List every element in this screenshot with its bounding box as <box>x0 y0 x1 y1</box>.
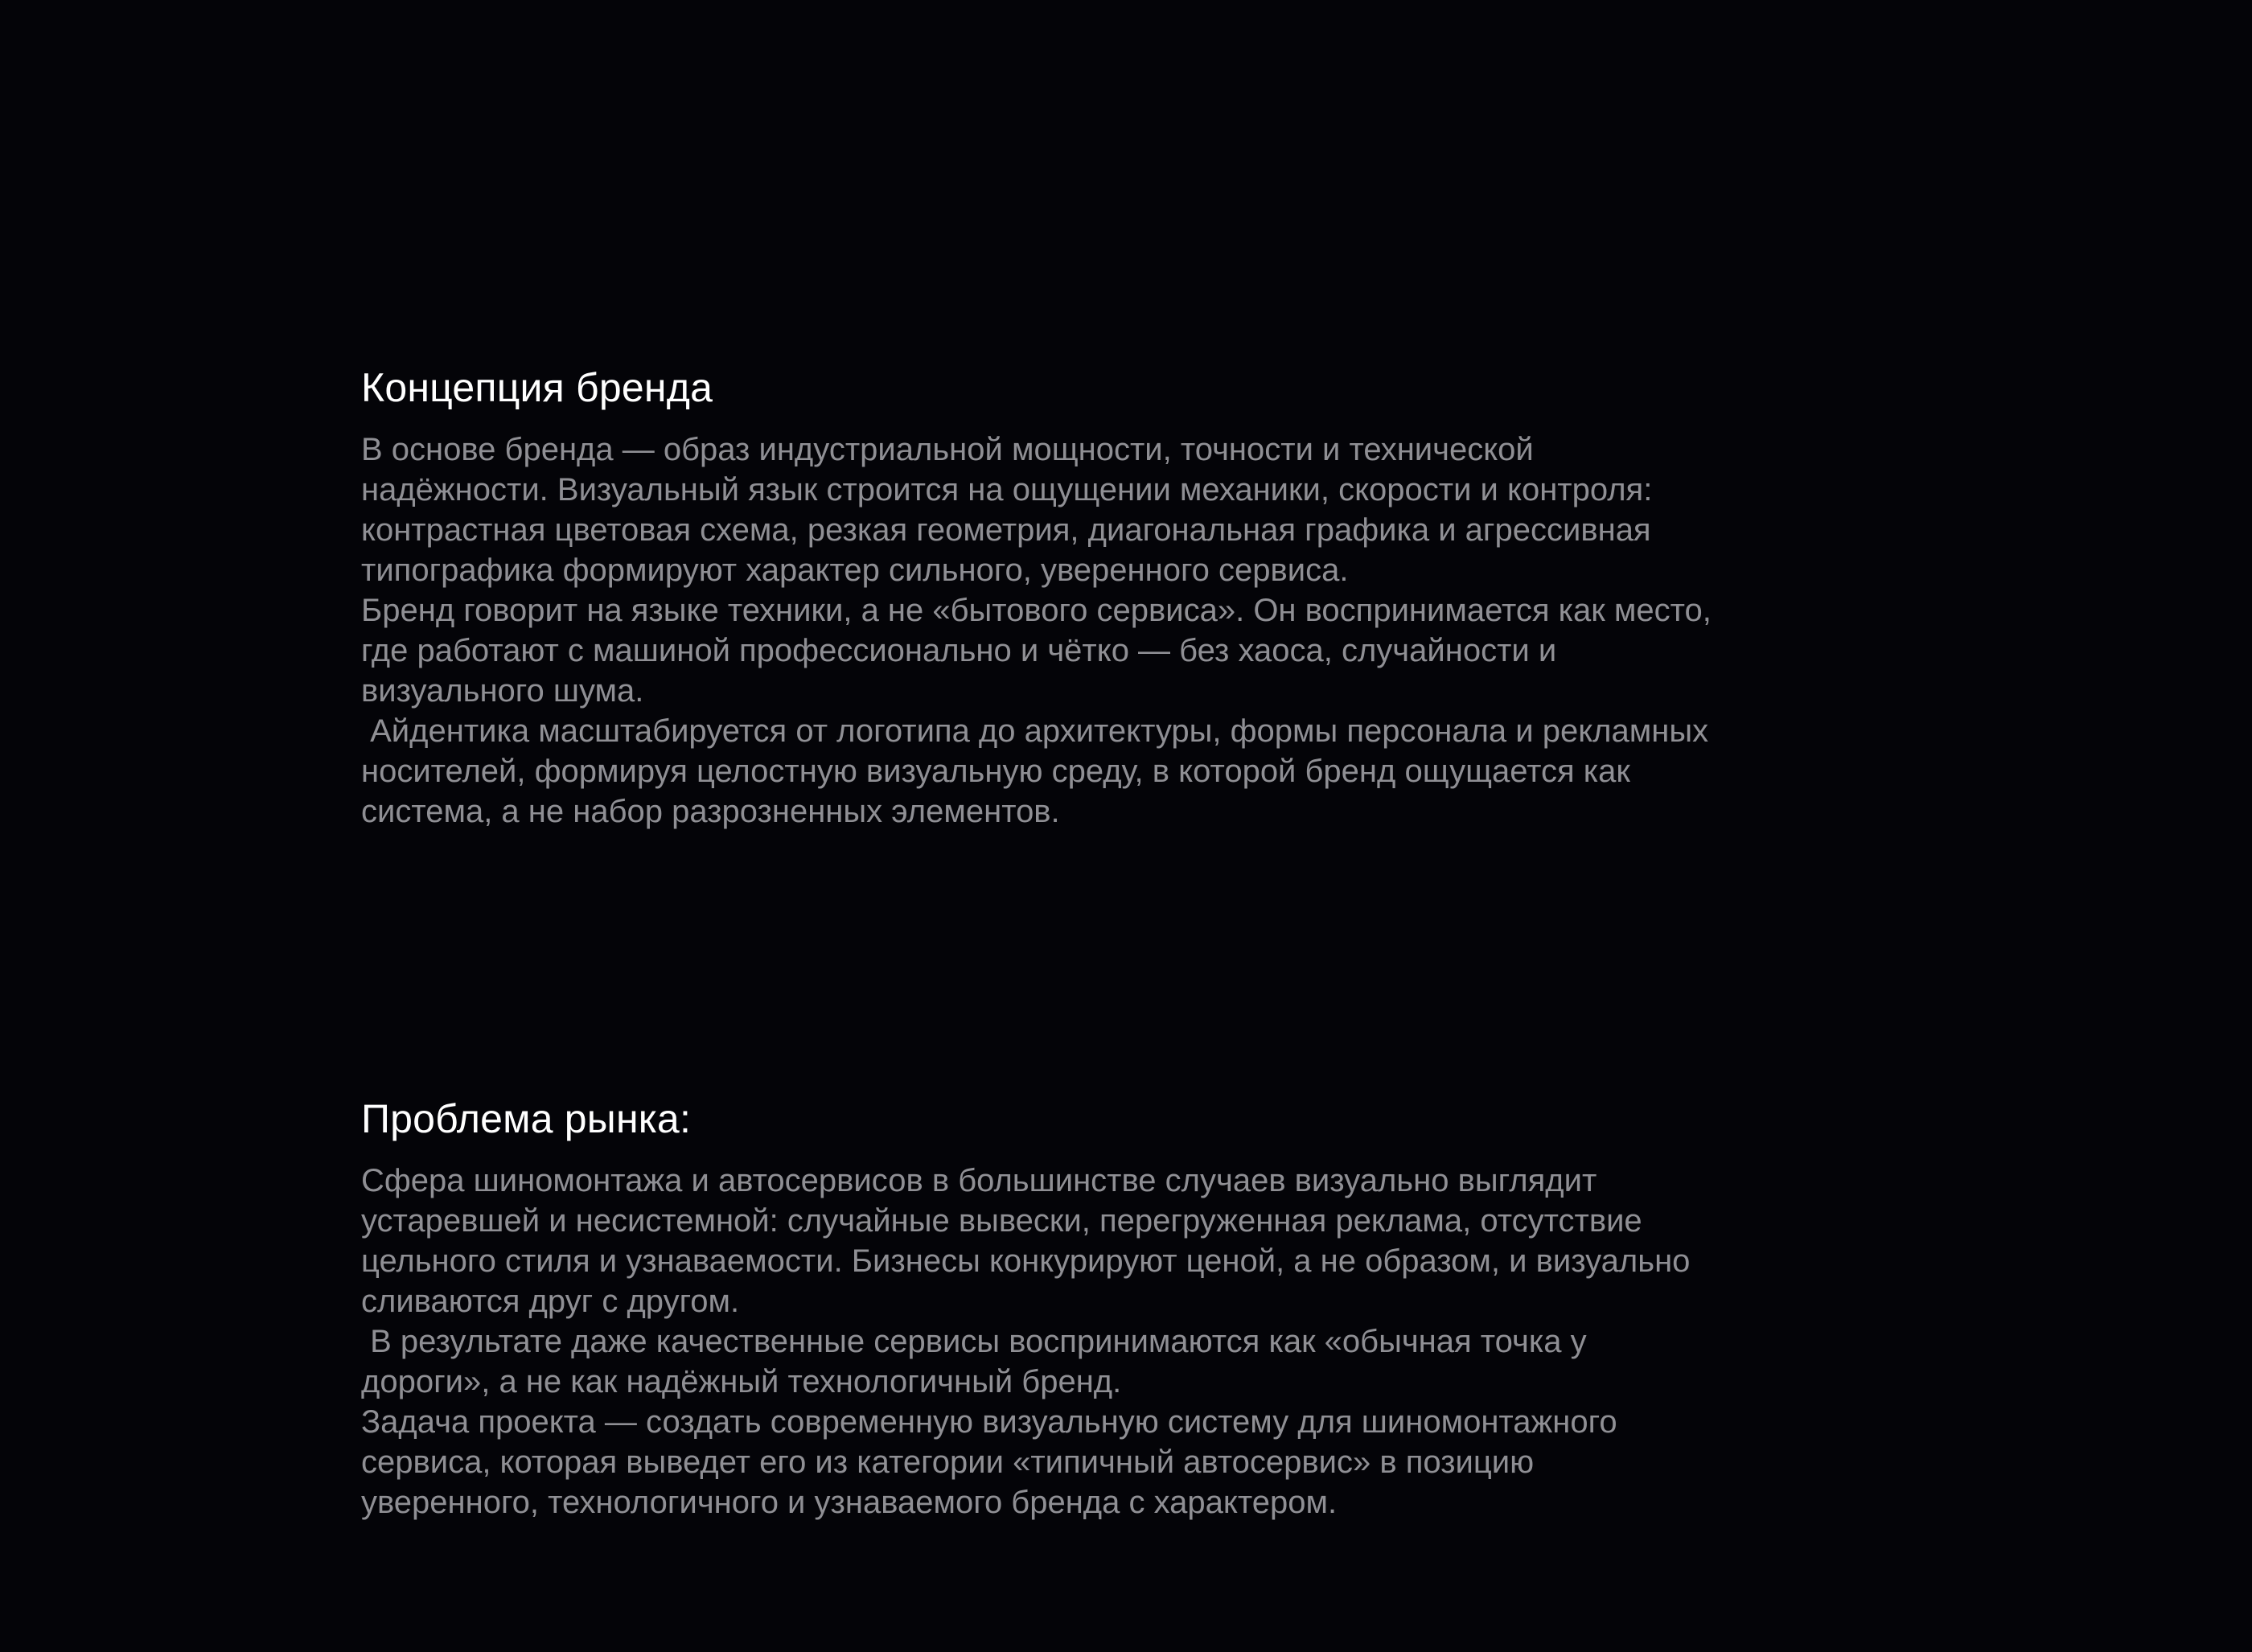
market-problem-body <box>361 1161 1905 1523</box>
paragraph-line: цельного стиля и узнаваемости. Бизнесы конкурируют ценой, а не образом, и визуально <box>361 1243 1691 1279</box>
paragraph-line: Задача проекта — создать современную визуальную систему для шиномонтажного <box>361 1404 1617 1440</box>
brand-concept-section <box>361 364 1905 832</box>
brand-concept-heading: Концепция бренда <box>361 365 713 410</box>
paragraph-line: Айдентика масштабируется от логотипа до архитектуры, формы персонала и рекламных <box>361 713 1709 749</box>
paragraph-line: типографика формируют характер сильного, уверенного сервиса. <box>361 553 1349 588</box>
paragraph-line: уверенного, технологичного и узнаваемого бренда с характером. <box>361 1485 1338 1520</box>
paragraph-line: дороги», а не как надёжный технологичный бренд. <box>361 1364 1122 1399</box>
paragraph-line: сливаются друг с другом. <box>361 1284 740 1319</box>
brand-concept-body <box>361 429 1905 832</box>
market-problem-section <box>361 1095 1905 1523</box>
paragraph-line: устаревшей и несистемной: случайные вывески, перегруженная реклама, отсутствие <box>361 1203 1642 1239</box>
paragraph-line: визуального шума. <box>361 673 644 709</box>
paragraph-line: контрастная цветовая схема, резкая геометрия, диагональная графика и агрессивная <box>361 512 1651 548</box>
paragraph-line: Сфера шиномонтажа и автосервисов в большинстве случаев визуально выглядит <box>361 1163 1597 1198</box>
paragraph-line: В основе бренда — образ индустриальной мощности, точности и технической <box>361 432 1534 467</box>
market-problem-heading: Проблема рынка: <box>361 1096 692 1141</box>
paragraph-line: надёжности. Визуальный язык строится на ощущении механики, скорости и контроля: <box>361 472 1653 508</box>
paragraph-line: где работают с машиной профессионально и чётко — без хаоса, случайности и <box>361 633 1557 668</box>
paragraph-line: сервиса, которая выведет его из категории «типичный автосервис» в позицию <box>361 1444 1535 1480</box>
paragraph-line: Бренд говорит на языке техники, а не «бытового сервиса». Он воспринимается как место, <box>361 593 1712 628</box>
paragraph-line: система, а не набор разрозненных элементов. <box>361 794 1060 829</box>
paragraph-line: носителей, формируя целостную визуальную среду, в которой бренд ощущается как <box>361 754 1630 789</box>
paragraph-line: В результате даже качественные сервисы воспринимаются как «обычная точка у <box>361 1324 1587 1359</box>
